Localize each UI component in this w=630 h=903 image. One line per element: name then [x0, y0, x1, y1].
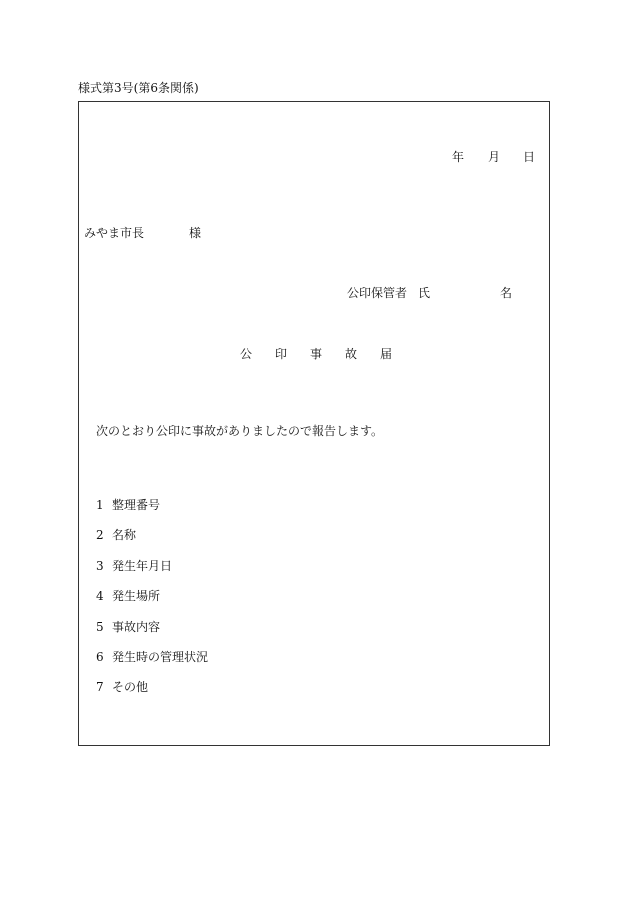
applicant-role: 公印保管者 [347, 286, 408, 300]
addressee-honorific: 様 [189, 226, 202, 240]
statement: 次のとおり公印に事故がありましたので報告します。 [96, 424, 384, 438]
form-title-char-2: 印 [275, 347, 288, 361]
addressee-name: みやま市長 [84, 226, 145, 240]
form-title-char-3: 事 [310, 347, 323, 361]
form-title-char-4: 故 [345, 347, 358, 361]
form-number: 様式第3号(第6条関係) [78, 81, 199, 95]
item-label: 事故内容 [112, 620, 161, 634]
list-item [96, 621, 160, 633]
list-item [96, 590, 160, 602]
list-item [96, 560, 172, 572]
item-number: 4 [96, 589, 104, 603]
item-number: 6 [96, 650, 104, 664]
list-item [96, 651, 208, 663]
list-item [96, 529, 136, 541]
date-month: 月 [488, 150, 501, 164]
item-label: 整理番号 [112, 498, 161, 512]
date-day: 日 [523, 150, 536, 164]
item-number: 7 [96, 680, 104, 694]
list-item [96, 681, 148, 693]
list-item [96, 499, 160, 511]
item-label: 発生年月日 [112, 559, 173, 573]
date-year: 年 [452, 150, 465, 164]
item-number: 5 [96, 620, 104, 634]
item-label: 発生時の管理状況 [112, 650, 209, 664]
item-label: 発生場所 [112, 589, 161, 603]
item-number: 2 [96, 528, 104, 542]
item-number: 3 [96, 559, 104, 573]
applicant-name-1: 氏 [418, 286, 431, 300]
applicant-name-2: 名 [500, 286, 513, 300]
item-number: 1 [96, 498, 104, 512]
item-label: 名称 [112, 528, 137, 542]
form-title-char-1: 公 [240, 347, 253, 361]
form-title-char-5: 届 [380, 347, 393, 361]
item-label: その他 [112, 680, 149, 694]
